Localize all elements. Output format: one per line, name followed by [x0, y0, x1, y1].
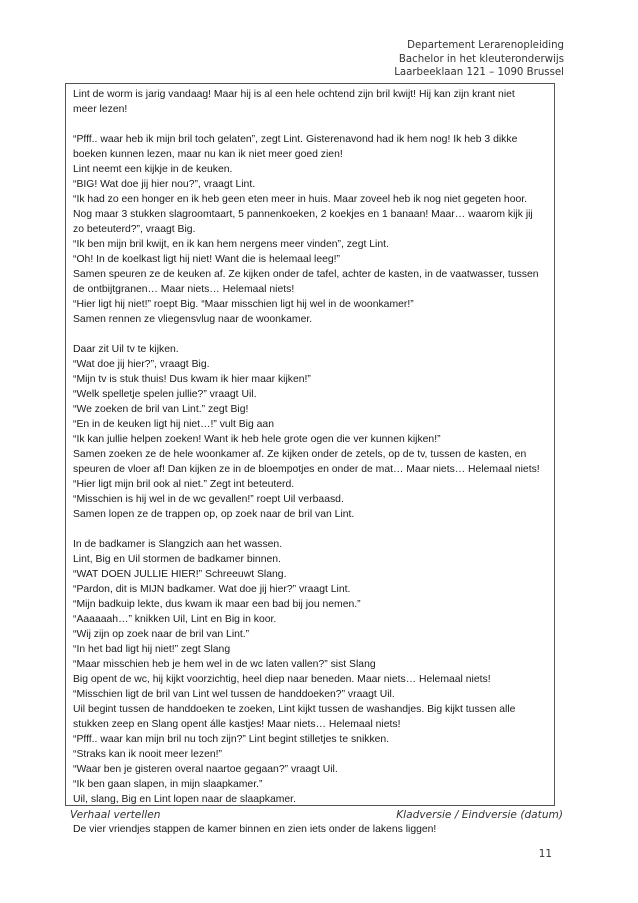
story-line: “Misschien is hij wel in de wc gevallen!” roept Uil verbaasd.: [73, 494, 344, 505]
story-line: [73, 117, 549, 132]
header-program: Bachelor in het kleuteronderwijs: [398, 53, 564, 65]
story-line: zo beteuterd?”, vraagt Big.: [73, 224, 196, 235]
story-line: Lint neemt een kijkje in de keuken.: [73, 164, 233, 175]
story-line: “Mijn tv is stuk thuis! Dus kwam ik hier maar kijken!”: [73, 374, 311, 385]
story-line: [73, 327, 549, 342]
header-address: Laarbeeklaan 121 – 1090 Brussel: [394, 67, 564, 79]
story-line: “Ik kan jullie helpen zoeken! Want ik heb hele grote ogen die ver kunnen kijken!”: [73, 434, 441, 445]
story-line: speuren de vloer af! Dan kijken ze in de bloempotjes en onder de mat… Maar niets… Helemaal niets!: [73, 464, 540, 475]
story-line: “Pfff.. waar heb ik mijn bril toch gelaten”, zegt Lint. Gisterenavond had ik hem nog! Ik heb 3 dikke: [73, 134, 518, 145]
story-line: “Mijn badkuip lekte, dus kwam ik maar een bad bij jou nemen.”: [73, 599, 361, 610]
story-line: boeken kunnen lezen, maar nu kan ik niet meer goed zien!: [73, 149, 343, 160]
story-line: de ontbijtgranen… Maar niets… Helemaal niets!: [73, 284, 295, 295]
story-line: “Misschien ligt de bril van Lint wel tussen de handdoeken?” vraagt Uil.: [73, 689, 395, 700]
story-line: Samen zoeken ze de hele woonkamer af. Ze kijken onder de zetels, op de tv, tussen de kasten, en: [73, 449, 527, 460]
story-line: Uil, slang, Big en Lint lopen naar de slaapkamer.: [73, 794, 296, 805]
story-line: “Pardon, dit is MIJN badkamer. Wat doe jij hier?” vraagt Lint.: [73, 584, 351, 595]
story-line: “Hier ligt mijn bril ook al niet.” Zegt int beteuterd.: [73, 479, 295, 490]
story-line: Uil begint tussen de handdoeken te zoeken, Lint kijkt tussen de washandjes. Big kijkt tussen alle: [73, 704, 516, 715]
story-line: [73, 522, 549, 537]
footer-right-label: Kladversie / Eindversie (datum): [396, 809, 563, 821]
story-line: “Pfff.. waar kan mijn bril nu toch zijn?” Lint begint stilletjes te snikken.: [73, 734, 390, 745]
story-line: “Ik ben gaan slapen, in mijn slaapkamer.”: [73, 779, 263, 790]
story-line: De vier vriendjes stappen de kamer binnen en zien iets onder de lakens liggen!: [73, 824, 437, 835]
page-number: 11: [538, 848, 552, 860]
story-line: “Wat doe jij hier?”, vraagt Big.: [73, 359, 210, 370]
story-line: “Ik ben mijn bril kwijt, en ik kan hem nergens meer vinden”, zegt Lint.: [73, 239, 389, 250]
story-line: Nog maar 3 stukken slagroomtaart, 5 pannenkoeken, 2 koekjes en 1 banaan! Maar… waarom kijk jij: [73, 209, 533, 220]
story-line: “Hier ligt hij niet!” roept Big. “Maar misschien ligt hij wel in de woonkamer!”: [73, 299, 414, 310]
story-line: “Straks kan ik nooit meer lezen!”: [73, 749, 222, 760]
story-line: Lint, Big en Uil stormen de badkamer binnen.: [73, 554, 281, 565]
header-department: Departement Lerarenopleiding: [407, 40, 564, 51]
story-line: Samen lopen ze de trappen op, op zoek naar de bril van Lint.: [73, 509, 355, 520]
story-line: “BIG! Wat doe jij hier nou?”, vraagt Lint.: [73, 179, 256, 190]
story-line: Big opent de wc, hij kijkt voorzichtig, heel diep naar beneden. Maar niets… Helemaal niets!: [73, 674, 491, 685]
story-line: Lint de worm is jarig vandaag! Maar hij is al een hele ochtend zijn bril kwijt! Hij kan zijn krant niet: [73, 89, 515, 100]
story-line: “En in de keuken ligt hij niet…!” vult Big aan: [73, 419, 274, 430]
story-line: In de badkamer is Slangzich aan het wassen.: [73, 539, 283, 550]
story-line: Daar zit Uil tv te kijken.: [73, 344, 179, 355]
story-line: “Oh! In de koelkast ligt hij niet! Want die is helemaal leeg!”: [73, 254, 341, 265]
story-line: meer lezen!: [73, 104, 128, 115]
story-line: Samen speuren ze de keuken af. Ze kijken onder de tafel, achter de kasten, in de vaatwasser, tussen: [73, 269, 539, 280]
story-line: “We zoeken de bril van Lint.” zegt Big!: [73, 404, 249, 415]
story-line: Samen rennen ze vliegensvlug naar de woonkamer.: [73, 314, 313, 325]
story-line: “Waar ben je gisteren overal naartoe gegaan?” vraagt Uil.: [73, 764, 338, 775]
story-line: “Aaaaaah…” knikken Uil, Lint en Big in koor.: [73, 614, 277, 625]
story-line: “WAT DOEN JULLIE HIER!” Schreeuwt Slang.: [73, 569, 287, 580]
story-line: “Ik had zo een honger en ik heb geen eten meer in huis. Maar zoveel heb ik nog niet gegeten hoor.: [73, 194, 528, 205]
story-line: stukken zeep en Slang opent álle kastjes! Maar niets… Helemaal niets!: [73, 719, 401, 730]
story-line: “In het bad ligt hij niet!” zegt Slang: [73, 644, 231, 655]
story-line: “Wij zijn op zoek naar de bril van Lint.”: [73, 629, 250, 640]
story-line: “Maar misschien heb je hem wel in de wc laten vallen?” sist Slang: [73, 659, 376, 670]
story-line: “Welk spelletje spelen jullie?” vraagt Uil.: [73, 389, 257, 400]
page-header: [394, 39, 564, 80]
footer-left-label: Verhaal vertellen: [70, 809, 161, 821]
